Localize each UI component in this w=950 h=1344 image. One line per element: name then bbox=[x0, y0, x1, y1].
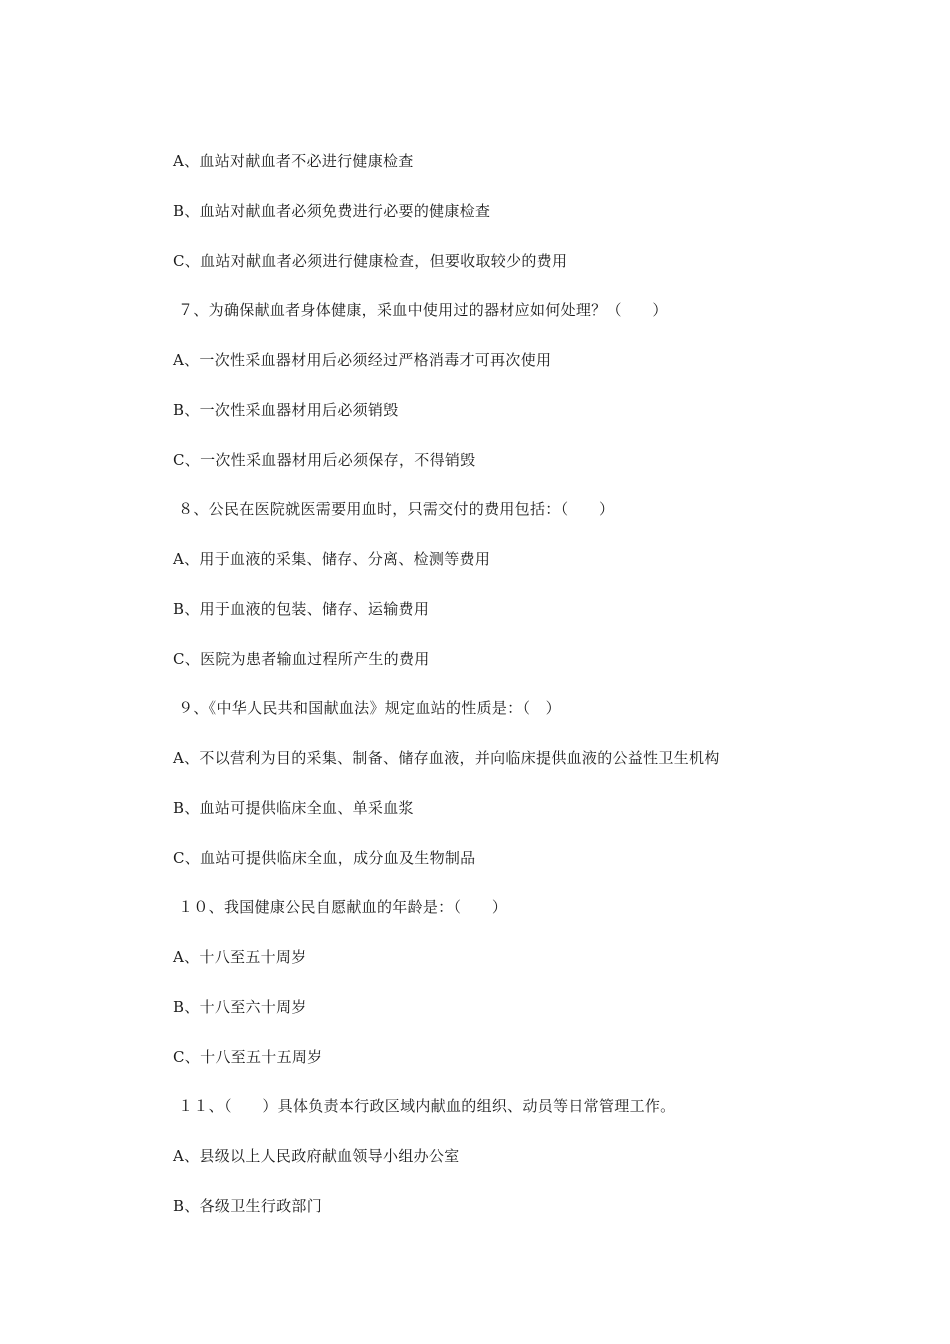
option-8c: C、医院为患者输血过程所产生的费用 bbox=[173, 650, 430, 668]
question-10: １０、我国健康公民自愿献血的年龄是：（ ） bbox=[173, 898, 508, 916]
option-10a: A、十八至五十周岁 bbox=[173, 948, 307, 966]
option-10c: C、十八至五十五周岁 bbox=[173, 1048, 323, 1066]
question-9: ９、《中华人民共和国献血法》规定血站的性质是：（ ） bbox=[173, 699, 561, 717]
option-10b: B、十八至六十周岁 bbox=[173, 998, 307, 1016]
question-8: ８、公民在医院就医需要用血时，只需交付的费用包括：（ ） bbox=[173, 500, 615, 518]
option-6c: C、血站对献血者必须进行健康检查，但要收取较少的费用 bbox=[173, 252, 568, 270]
question-11: １１、（ ）具体负责本行政区域内献血的组织、动员等日常管理工作。 bbox=[173, 1097, 676, 1115]
option-8a: A、用于血液的采集、储存、分离、检测等费用 bbox=[173, 550, 491, 568]
option-7c: C、一次性采血器材用后必须保存，不得销毁 bbox=[173, 451, 476, 469]
question-7: ７、为确保献血者身体健康，采血中使用过的器材应如何处理？（ ） bbox=[173, 301, 668, 319]
option-7a: A、一次性采血器材用后必须经过严格消毒才可再次使用 bbox=[173, 351, 552, 369]
option-9a: A、不以营利为目的采集、制备、储存血液，并向临床提供血液的公益性卫生机构 bbox=[173, 749, 720, 767]
option-9b: B、血站可提供临床全血、单采血浆 bbox=[173, 799, 414, 817]
option-6b: B、血站对献血者必须免费进行必要的健康检查 bbox=[173, 202, 491, 220]
option-11b: B、各级卫生行政部门 bbox=[173, 1197, 323, 1215]
option-11a: A、县级以上人民政府献血领导小组办公室 bbox=[173, 1147, 460, 1165]
option-6a: A、血站对献血者不必进行健康检查 bbox=[173, 152, 414, 170]
option-8b: B、用于血液的包装、储存、运输费用 bbox=[173, 600, 430, 618]
option-9c: C、血站可提供临床全血，成分血及生物制品 bbox=[173, 849, 476, 867]
option-7b: B、一次性采血器材用后必须销毁 bbox=[173, 401, 399, 419]
